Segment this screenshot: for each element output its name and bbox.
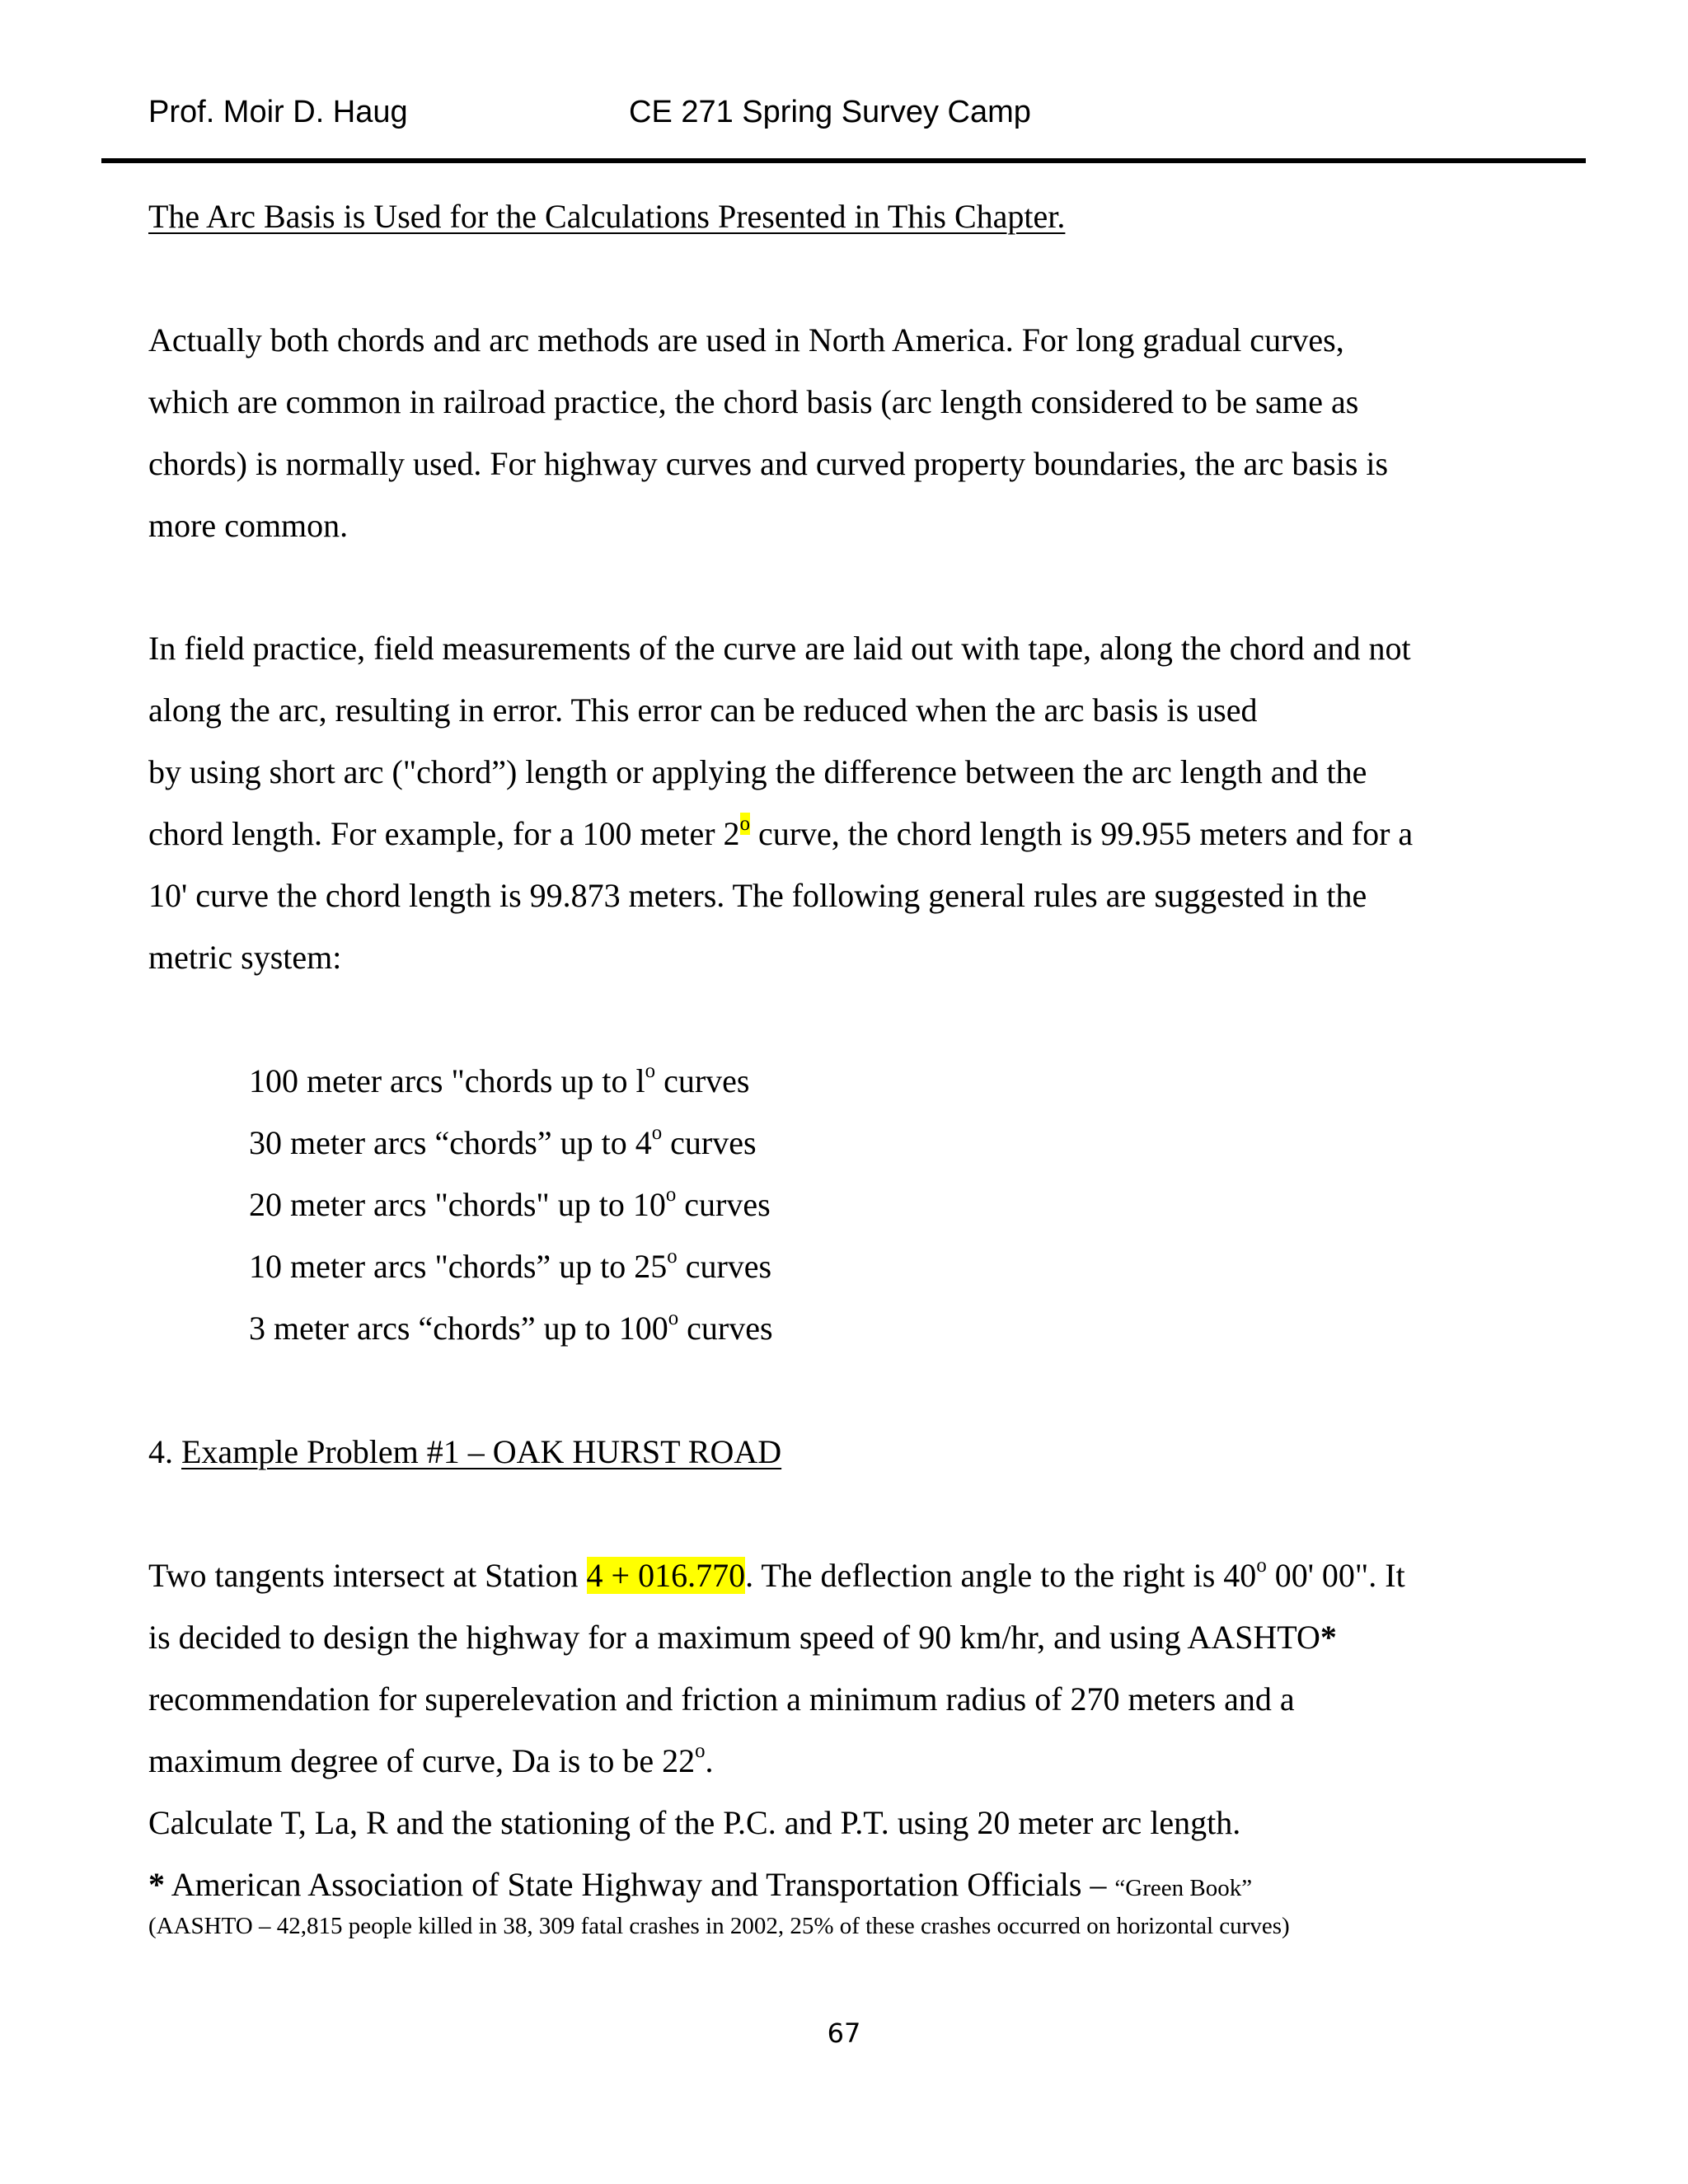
text-run: is decided to design the highway for a maximum speed of 90 km/hr, and using AASHTO [148, 1619, 1320, 1656]
text-run: curves [678, 1310, 773, 1347]
paragraph-line: by using short arc ("chord”) length or applying the difference between the arc length and the [148, 753, 1367, 790]
degree-symbol: o [651, 1122, 663, 1145]
text-run: curve, the chord length is 99.955 meters and for a [749, 815, 1414, 852]
paragraph-line: Calculate T, La, R and the stationing of the P.C. and P.T. using 20 meter arc length. [148, 1804, 1241, 1841]
paragraph-line: which are common in railroad practice, the chord basis (arc length considered to be same as [148, 383, 1359, 420]
degree-symbol: o [667, 1245, 678, 1268]
text-run: curves [677, 1248, 772, 1285]
text-run: American Association of State Highway and Transportation Officials – [165, 1866, 1115, 1903]
text-run: chord length. For example, for a 100 meter 2 [148, 815, 740, 852]
rule-item [249, 1184, 771, 1226]
example-title: Example Problem #1 – OAK HURST ROAD [181, 1433, 782, 1470]
text-run: 10 meter arcs "chords” up to 25 [249, 1248, 668, 1285]
text-run: maximum degree of curve, Da is to be 22 [148, 1742, 696, 1779]
paragraph-line: along the arc, resulting in error. This error can be reduced when the arc basis is used [148, 691, 1258, 729]
rule-item [249, 1308, 773, 1349]
footnote-marker: * [148, 1866, 165, 1903]
text-run: 00' 00". It [1266, 1557, 1405, 1594]
green-book-label: “Green Book” [1114, 1875, 1253, 1901]
paragraph-line [148, 1741, 714, 1782]
example-heading [148, 1432, 781, 1473]
text-run: curves [655, 1062, 750, 1099]
paragraph-line: metric system: [148, 939, 342, 976]
header-author: Prof. Moir D. Haug [148, 95, 408, 129]
text-run: curves [676, 1186, 771, 1223]
text-run: . [705, 1742, 714, 1779]
paragraph-line [148, 813, 1413, 855]
example-number: 4. [148, 1433, 181, 1470]
paragraph-line: more common. [148, 507, 349, 544]
text-run: 100 meter arcs "chords up to l [249, 1062, 645, 1099]
rule-item [249, 1061, 749, 1102]
paragraph-line: 10' curve the chord length is 99.873 meters. The following general rules are suggested in the [148, 877, 1367, 914]
text-run: 20 meter arcs "chords" up to 10 [249, 1186, 666, 1223]
text-run: . The deflection angle to the right is 40 [745, 1557, 1257, 1594]
paragraph-line: recommendation for superelevation and friction a minimum radius of 270 meters and a [148, 1680, 1295, 1718]
paragraph-line [148, 1617, 1337, 1658]
degree-symbol: o [665, 1183, 677, 1207]
footnote-stats: (AASHTO – 42,815 people killed in 38, 309 fatal crashes in 2002, 25% of these crashes occurred on horizontal curves) [148, 1913, 1290, 1939]
footnote-line [148, 1864, 1252, 1905]
paragraph-line [148, 1555, 1405, 1596]
header-rule [101, 158, 1586, 163]
paragraph-line: In field practice, field measurements of the curve are laid out with tape, along the chord and not [148, 630, 1411, 667]
rule-item [249, 1122, 757, 1164]
degree-symbol: o [668, 1307, 679, 1330]
page-number: 67 [827, 2018, 861, 2049]
degree-symbol: o [739, 813, 750, 836]
section-heading: The Arc Basis is Used for the Calculations Presented in This Chapter. [148, 198, 1066, 235]
paragraph-line: chords) is normally used. For highway curves and curved property boundaries, the arc basis is [148, 445, 1389, 482]
degree-symbol: o [695, 1740, 706, 1763]
text-run: 30 meter arcs “chords” up to 4 [249, 1124, 652, 1161]
text-run: Two tangents intersect at Station [148, 1557, 587, 1594]
station-highlight: 4 + 016.770 [586, 1557, 746, 1594]
header-course: CE 271 Spring Survey Camp [629, 95, 1031, 129]
footnote-marker: * [1320, 1619, 1337, 1656]
rule-item [249, 1246, 771, 1287]
degree-symbol: o [1256, 1554, 1267, 1577]
text-run: 3 meter arcs “chords” up to 100 [249, 1310, 668, 1347]
text-run: curves [662, 1124, 757, 1161]
degree-symbol: o [645, 1060, 656, 1083]
paragraph-line: Actually both chords and arc methods are used in North America. For long gradual curves, [148, 321, 1344, 359]
